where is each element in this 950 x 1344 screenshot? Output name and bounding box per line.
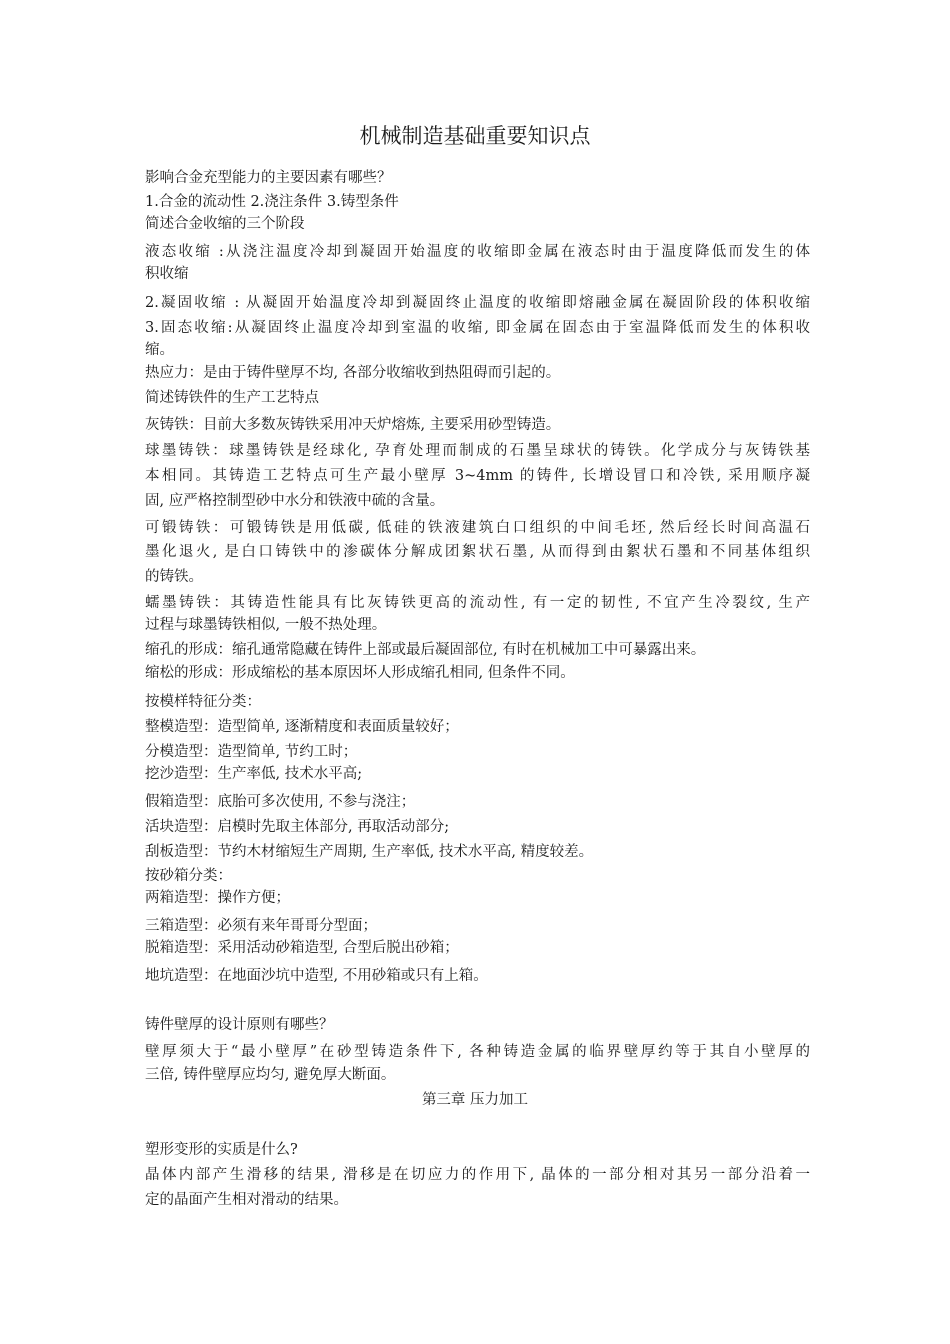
paragraph-wall-thickness-2: 三倍, 铸件壁厚应均匀, 避免厚大断面。 (145, 1067, 396, 1083)
question-plastic-deformation: 塑形变形的实质是什么? (145, 1142, 298, 1158)
item-whole-pattern-molding: 整模造型：造型简单, 逐渐精度和表面质量较好； (145, 719, 459, 735)
paragraph-solid-shrinkage-cont: 缩。 (145, 342, 174, 358)
item-false-box-molding: 假箱造型：底胎可多次使用, 不参与浇注； (145, 794, 416, 810)
answer-filling-factors: 1.合金的流动性 2.浇注条件 3.铸型条件 (145, 194, 399, 210)
item-sweep-molding: 刮板造型：节约木材缩短生产周期, 生产率低, 技术水平高, 精度较差。 (145, 844, 594, 860)
paragraph-shrink-cavity: 缩孔的形成：缩孔通常隐藏在铸件上部或最后凝固部位, 有时在机械加工中可暴露出来。 (145, 642, 706, 658)
item-three-flask-molding: 三箱造型：必须有来年哥哥分型面； (145, 918, 377, 934)
item-split-pattern-molding: 分模造型：造型简单, 节约工时； (145, 744, 358, 760)
question-filling-factors: 影响合金充型能力的主要因素有哪些？ (145, 170, 392, 186)
paragraph-ductile-iron-2: 本相同。其铸造工艺特点可生产最小壁厚 3~4mm 的铸件, 长增设冒口和冷铁, 采用顺序凝 (145, 468, 810, 484)
paragraph-wall-thickness: 壁厚须大于“最小壁厚”在砂型铸造条件下, 各种铸造金属的临界壁厚约等于其自小壁厚的 (145, 1044, 810, 1060)
heading-flask-classification: 按砂箱分类： (145, 868, 232, 884)
paragraph-solid-shrinkage: 3.固态收缩:从凝固终止温度冷却到室温的收缩, 即金属在固态由于室温降低而发生的体积收 (145, 320, 810, 336)
paragraph-ductile-iron-3: 固, 应严格控制型砂中水分和铁液中硫的含量。 (145, 493, 445, 509)
heading-pattern-classification: 按模样特征分类： (145, 694, 261, 710)
paragraph-shrink-porosity: 缩松的形成：形成缩松的基本原因坏人形成缩孔相同, 但条件不同。 (145, 665, 575, 681)
question-wall-thickness: 铸件壁厚的设计原则有哪些？ (145, 1017, 334, 1033)
paragraph-liquid-shrinkage-cont: 积收缩 (145, 266, 189, 282)
item-two-flask-molding: 两箱造型：操作方便； (145, 890, 290, 906)
item-removable-flask-molding: 脱箱造型：采用活动砂箱造型, 合型后脱出砂箱； (145, 940, 459, 956)
paragraph-ductile-iron: 球墨铸铁：球墨铸铁是经球化, 孕育处理而制成的石墨呈球状的铸铁。化学成分与灰铸铁基 (145, 443, 810, 459)
item-dig-sand-molding: 挖沙造型：生产率低, 技术水平高; (145, 766, 363, 782)
chapter-heading: 第三章 压力加工 (421, 1092, 529, 1108)
paragraph-plastic-deformation: 晶体内部产生滑移的结果, 滑移是在切应力的作用下, 晶体的一部分相对其另一部分沿着一 (145, 1167, 810, 1183)
paragraph-malleable-iron: 可锻铸铁：可锻铸铁是用低碳, 低硅的铁液建筑白口组织的中间毛坯, 然后经长时间高温石 (145, 520, 810, 536)
paragraph-vermicular-iron-2: 过程与球墨铸铁相似, 一般不热处理。 (145, 617, 387, 633)
paragraph-malleable-iron-2: 墨化退火, 是白口铸铁中的渗碳体分解成团絮状石墨, 从而得到由絮状石墨和不同基体组织 (145, 544, 810, 560)
paragraph-gray-iron: 灰铸铁：目前大多数灰铸铁采用冲天炉熔炼, 主要采用砂型铸造。 (145, 417, 561, 433)
item-pit-molding: 地坑造型：在地面沙坑中造型, 不用砂箱或只有上箱。 (145, 968, 488, 984)
document-title: 机械制造基础重要知识点 (359, 124, 591, 148)
item-loose-piece-molding: 活块造型：启模时先取主体部分, 再取活动部分; (145, 819, 450, 835)
question-cast-iron-process: 简述铸铁件的生产工艺特点 (145, 390, 319, 406)
paragraph-thermal-stress: 热应力：是由于铸件壁厚不均, 各部分收缩收到热阻碍而引起的。 (145, 365, 561, 381)
paragraph-plastic-deformation-2: 定的晶面产生相对滑动的结果。 (145, 1192, 348, 1208)
paragraph-liquid-shrinkage: 液态收缩 :从浇注温度冷却到凝固开始温度的收缩即金属在液态时由于温度降低而发生的体 (145, 244, 810, 260)
paragraph-malleable-iron-3: 的铸铁。 (145, 569, 203, 585)
paragraph-vermicular-iron: 蠕墨铸铁：其铸造性能具有比灰铸铁更高的流动性, 有一定的韧性, 不宜产生冷裂纹, 生产 (145, 595, 810, 611)
paragraph-solidification-shrinkage: 2.凝固收缩 : 从凝固开始温度冷却到凝固终止温度的收缩即熔融金属在凝固阶段的体积收缩 (145, 295, 810, 311)
question-shrinkage-stages: 简述合金收缩的三个阶段 (145, 216, 305, 232)
